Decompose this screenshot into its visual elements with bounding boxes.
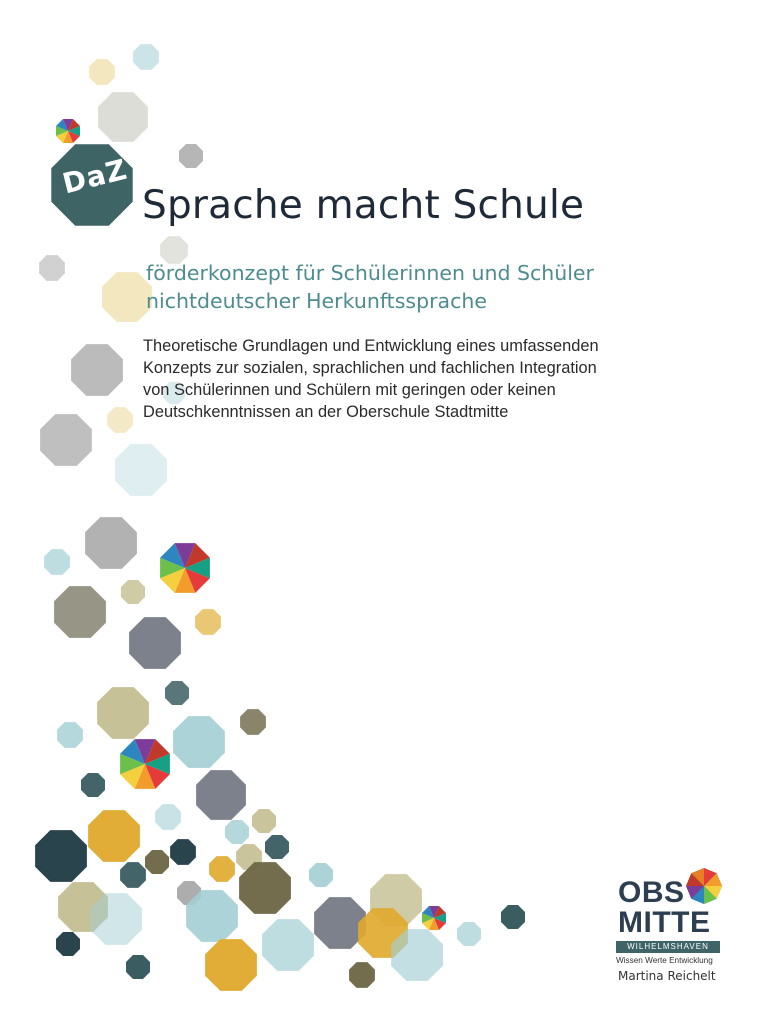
decor-octagon [501,905,525,929]
subtitle [146,259,746,315]
decor-octagon [98,92,148,142]
decor-octagon [349,962,375,988]
decor-octagon [71,344,123,396]
decor-octagon [173,716,225,768]
decor-octagon [115,444,167,496]
daz-badge-label: DaZ [59,152,131,201]
description-line: Deutschkenntnissen an der Oberschule Stadtmitte [143,403,509,421]
description-line: Konzepts zur sozialen, sprachlichen und fachlichen Integration [143,359,597,377]
decor-octagon [225,820,249,844]
decor-octagon [56,932,80,956]
description [143,335,703,423]
decor-octagon [209,856,235,882]
decor-octagon [129,617,181,669]
decor-octagon [88,810,140,862]
decor-octagon [44,549,70,575]
multicolor-gem-icon [120,739,170,789]
multicolor-gem-icon [160,543,210,593]
multicolor-gem-icon [56,119,80,143]
decor-octagon [239,862,291,914]
decor-octagon [126,955,150,979]
decor-octagon [40,414,92,466]
decor-octagon [457,922,481,946]
decor-octagon [85,517,137,569]
decor-octagon [155,804,181,830]
logo-obs: OBS [618,876,685,909]
decor-octagon [54,586,106,638]
decor-octagon [120,862,146,888]
decor-octagon [262,919,314,971]
subtitle-line: förderkonzept für Schülerinnen und Schüler [146,261,594,285]
decor-octagon [186,890,238,942]
decor-octagon [39,255,65,281]
decor-octagon [205,939,257,991]
logo-gem-icon [684,866,724,906]
decor-octagon [170,839,196,865]
decor-octagon [81,773,105,797]
decor-octagon [252,809,276,833]
decor-octagon [57,722,83,748]
decor-octagon [145,850,169,874]
decor-octagon [97,687,149,739]
decor-octagon [90,893,142,945]
decor-octagon [265,835,289,859]
page-title: Sprache macht Schule [142,183,585,228]
description-line: von Schülerinnen und Schülern mit geringen oder keinen [143,381,556,399]
author-name: Martina Reichelt [618,969,716,983]
multicolor-gem-icon [422,906,446,930]
decor-octagon [121,580,145,604]
decor-octagon [179,144,203,168]
decor-octagon [309,863,333,887]
decor-octagon [107,407,133,433]
decor-octagon [35,830,87,882]
decor-octagon [133,44,159,70]
description-line: Theoretische Grundlagen und Entwicklung eines umfassenden [143,337,599,355]
decor-octagon [102,272,152,322]
logo-tagline: Wissen Werte Entwicklung [616,956,713,965]
decor-octagon [196,770,246,820]
subtitle-line: nichtdeutscher Herkunftssprache [146,289,487,313]
logo-band: WILHELMSHAVEN [616,941,720,953]
school-logo [614,866,744,986]
decor-octagon [89,59,115,85]
logo-mitte: MITTE [618,906,711,939]
decor-octagon [391,929,443,981]
decor-octagon [195,609,221,635]
decor-octagon [165,681,189,705]
decor-octagon [240,709,266,735]
